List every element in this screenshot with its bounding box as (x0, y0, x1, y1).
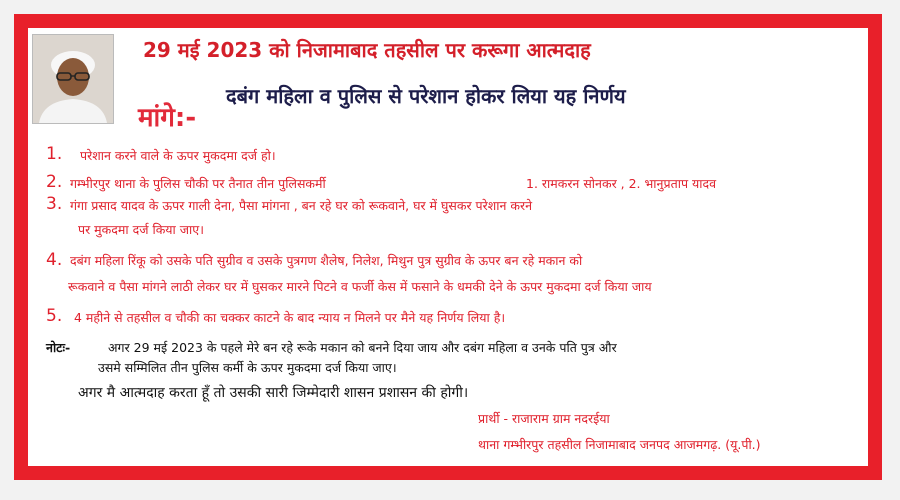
responsibility-statement: अगर मै आत्मदाह करता हूँ तो उसकी सारी जिम्मेदारी शासन प्रशासन की होगी। (78, 385, 469, 401)
note-line-1: अगर 29 मई 2023 के पहले मेरे बन रहे रूके मकान को बनने दिया जाय और दबंग महिला व उनके पति पुत्र और (108, 340, 617, 355)
notice-title: 29 मई 2023 को निजामाबाद तहसील पर करूगा आत्मदाह (143, 38, 591, 62)
demand-2-line-1: गम्भीरपुर थाना के पुलिस चौकी पर तैनात तीन पुलिसकर्मी (70, 176, 326, 191)
demand-2-number: 2. (46, 172, 63, 192)
demand-1-number: 1. (46, 144, 63, 164)
demand-5-line-1: 4 महीने से तहसील व चौकी का चक्कर काटने के बाद न्याय न मिलने पर मैने यह निर्णय लिया है। (74, 310, 506, 325)
demand-2-line-2: 1. रामकरन सोनकर , 2. भानुप्रताप यादव (526, 176, 717, 191)
demand-3-line-1: गंगा प्रसाद यादव के ऊपर गाली देना, पैसा मांगना , बन रहे घर को रूकवाने, घर में घुसकर परेशान करने (70, 198, 533, 213)
demand-4-line-1: दबंग महिला रिंकू को उसके पति सुग्रीव व उसके पुत्रगण शैलेष, निलेश, मिथुन पुत्र सुग्रीव के ऊपर बन रहे मकान को (70, 253, 583, 268)
applicant-address: थाना गम्भीरपुर तहसील निजामाबाद जनपद आजमगढ़. (यू.पी.) (478, 437, 761, 452)
demand-4-line-2: रूकवाने व पैसा मांगने लाठी लेकर घर में घुसकर मारने पिटने व फर्जी केस में फसाने के धमकी देने के ऊपर मुकदमा दर्ज किया जाय (68, 279, 652, 294)
demand-4-number: 4. (46, 250, 63, 270)
demand-3-line-2: पर मुकदमा दर्ज किया जाए। (78, 222, 204, 237)
note-line-2: उसमे सम्मिलित तीन पुलिस कर्मी के ऊपर मुकदमा दर्ज किया जाए। (98, 360, 397, 375)
demand-5-number: 5. (46, 306, 63, 326)
applicant-name: प्रार्थी - राजाराम ग्राम नदरईया (478, 411, 610, 426)
demand-3-number: 3. (46, 194, 63, 214)
demand-1-line-1: परेशान करने वाले के ऊपर मुकदमा दर्ज हो। (80, 148, 276, 163)
portrait-photo (32, 34, 114, 124)
note-label: नोटः- (46, 340, 71, 355)
demands-heading: मांगे:- (138, 103, 197, 133)
notice-subtitle: दबंग महिला व पुलिस से परेशान होकर लिया यह निर्णय (226, 84, 626, 108)
notice-card (28, 28, 868, 466)
